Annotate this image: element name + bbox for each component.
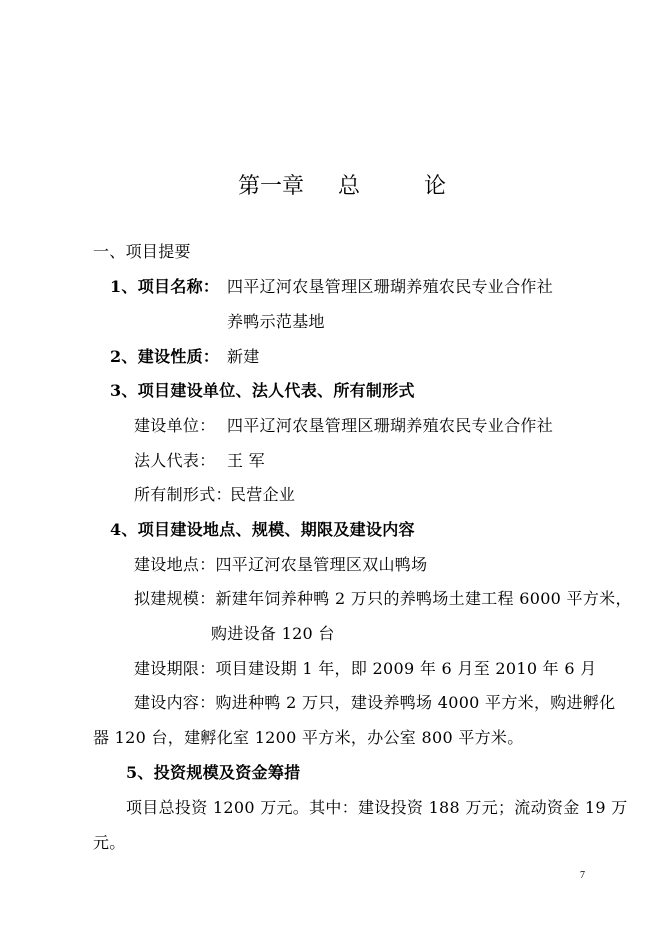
- legal-rep-value: 王 军: [227, 451, 265, 470]
- item3-heading: 3、项目建设单位、法人代表、所有制形式: [110, 381, 415, 400]
- content-line2: 器 120 台，建孵化室 1200 平方米，办公室 800 平方米。: [93, 728, 524, 747]
- construction-unit-value: 四平辽河农垦管理区珊瑚养殖农民专业合作社: [227, 416, 554, 435]
- legal-rep-label: 法人代表：: [134, 451, 216, 470]
- investment-line1: 项目总投资 1200 万元。其中：建设投资 188 万元；流动资金 19 万: [126, 798, 628, 817]
- item2-label: 2、建设性质：: [110, 347, 220, 366]
- ownership-value: 民营企业: [230, 485, 296, 504]
- chapter-title-char-1: 总: [338, 174, 361, 199]
- item4-heading: 4、项目建设地点、规模、期限及建设内容: [110, 520, 415, 539]
- item1-value-line1: 四平辽河农垦管理区珊瑚养殖农民专业合作社: [227, 277, 554, 296]
- chapter-title-char-2: 论: [424, 174, 447, 199]
- location-line: 建设地点：四平辽河农垦管理区双山鸭场: [134, 555, 428, 574]
- investment-line2: 元。: [93, 833, 126, 852]
- construction-unit-label: 建设单位：: [134, 416, 216, 435]
- page-number: 7: [580, 870, 586, 881]
- period-line: 建设期限：项目建设期 1 年，即 2009 年 6 月至 2010 年 6 月: [134, 659, 597, 678]
- content-line1: 建设内容：购进种鸭 2 万只，建设养鸭场 4000 平方米，购进孵化: [134, 693, 616, 712]
- chapter-title: [0, 172, 662, 202]
- item5-heading: 5、投资规模及资金筹措: [126, 763, 301, 782]
- item2-value: 新建: [227, 347, 260, 366]
- item1-label: 1、项目名称：: [110, 277, 220, 296]
- section-heading: 一、项目提要: [93, 242, 191, 261]
- ownership-label: 所有制形式：: [134, 485, 232, 504]
- scale-line1: 拟建规模：新建年饲养种鸭 2 万只的养鸭场土建工程 6000 平方米，: [134, 589, 632, 608]
- item1-value-line2: 养鸭示范基地: [227, 312, 325, 331]
- chapter-title-number: 第一章: [238, 174, 305, 199]
- scale-line2: 购进设备 120 台: [211, 624, 335, 643]
